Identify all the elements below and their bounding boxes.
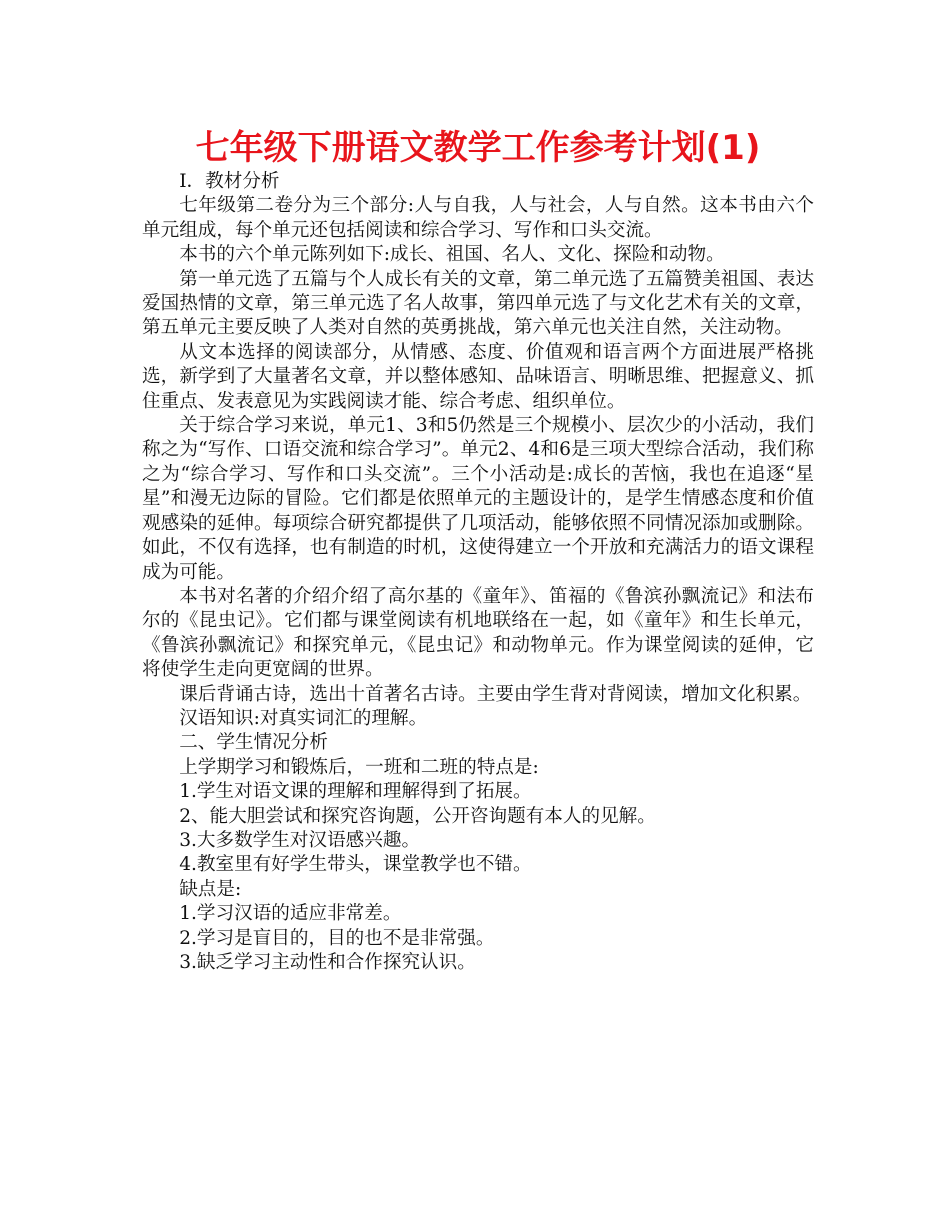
paragraph: 从文本选择的阅读部分，从情感、态度、价值观和语言两个方面进展严格挑选，新学到了大量著名文章，并以整体感知、品味语言、明晰思维、把握意义、抓住重点、发表意见为实践阅读才能、综合考虑、组织单位。 xyxy=(142,341,814,412)
paragraph: 本书对名著的介绍介绍了高尔基的《童年》、笛福的《鲁滨孙飘流记》和法布尔的《昆虫记》。它们都与课堂阅读有机地联络在一起，如《童年》和生长单元，《鲁滨孙飘流记》和探究单元，《昆虫记》和动物单元。作为课堂阅读的延伸，它将使学生走向更宽阔的世界。 xyxy=(142,585,814,681)
list-item: 2、能大胆尝试和探究咨询题，公开咨询题有本人的见解。 xyxy=(179,805,656,827)
paragraph: 关于综合学习来说，单元1、3和5仍然是三个规模小、层次少的小活动，我们称之为“写作、口语交流和综合学习”。单元2、4和6是三项大型综合活动，我们称之为“综合学习、写作和口头交流”。三个小活动是:成长的苦恼，我也在追逐“星星”和漫无边际的冒险。它们都是依照单元的主题设计的，是学生情感态度和价值观感染的延伸。每项综合研究都提供了几项活动，能够依照不同情况添加或删除。如此，不仅有选择，也有制造的时机，这使得建立一个开放和充满活力的语文课程成为可能。 xyxy=(142,415,814,583)
section-heading-textbook-analysis: Ⅰ．教材分析 xyxy=(179,171,280,192)
paragraph: 本书的六个单元陈列如下:成长、祖国、名人、文化、探险和动物。 xyxy=(179,244,725,266)
document-page xyxy=(142,126,814,975)
list-item: 1.学习汉语的适应非常差。 xyxy=(179,903,402,925)
section-heading-student-analysis: 二、学生情况分析 xyxy=(179,732,328,754)
paragraph: 汉语知识:对真实词汇的理解。 xyxy=(179,707,428,729)
document-title: 七年级下册语文教学工作参考计划(1) xyxy=(195,128,761,168)
paragraph: 七年级第二卷分为三个部分:人与自我，人与社会，人与自然。这本书由六个单元组成，每个单元还包括阅读和综合学习、写作和口头交流。 xyxy=(142,195,814,241)
paragraph: 第一单元选了五篇与个人成长有关的文章，第二单元选了五篇赞美祖国、表达爱国热情的文章，第三单元选了名人故事，第四单元选了与文化艺术有关的文章，第五单元主要反映了人类对自然的英勇挑战，第六单元也关注自然，关注动物。 xyxy=(142,268,814,339)
list-item: 3.大多数学生对汉语感兴趣。 xyxy=(179,829,421,851)
list-item: 4.教室里有好学生带头，课堂教学也不错。 xyxy=(179,854,532,876)
list-item: 1.学生对语文课的理解和理解得到了拓展。 xyxy=(179,781,532,803)
paragraph: 缺点是: xyxy=(179,878,242,900)
list-item: 3.缺乏学习主动性和合作探究认识。 xyxy=(179,952,476,973)
paragraph: 课后背诵古诗，选出十首著名古诗。主要由学生背对背阅读，增加文化积累。 xyxy=(179,683,812,705)
list-item: 2.学习是盲目的，目的也不是非常强。 xyxy=(179,927,495,949)
paragraph: 上学期学习和锻炼后，一班和二班的特点是: xyxy=(179,756,539,778)
document-body xyxy=(142,170,814,975)
